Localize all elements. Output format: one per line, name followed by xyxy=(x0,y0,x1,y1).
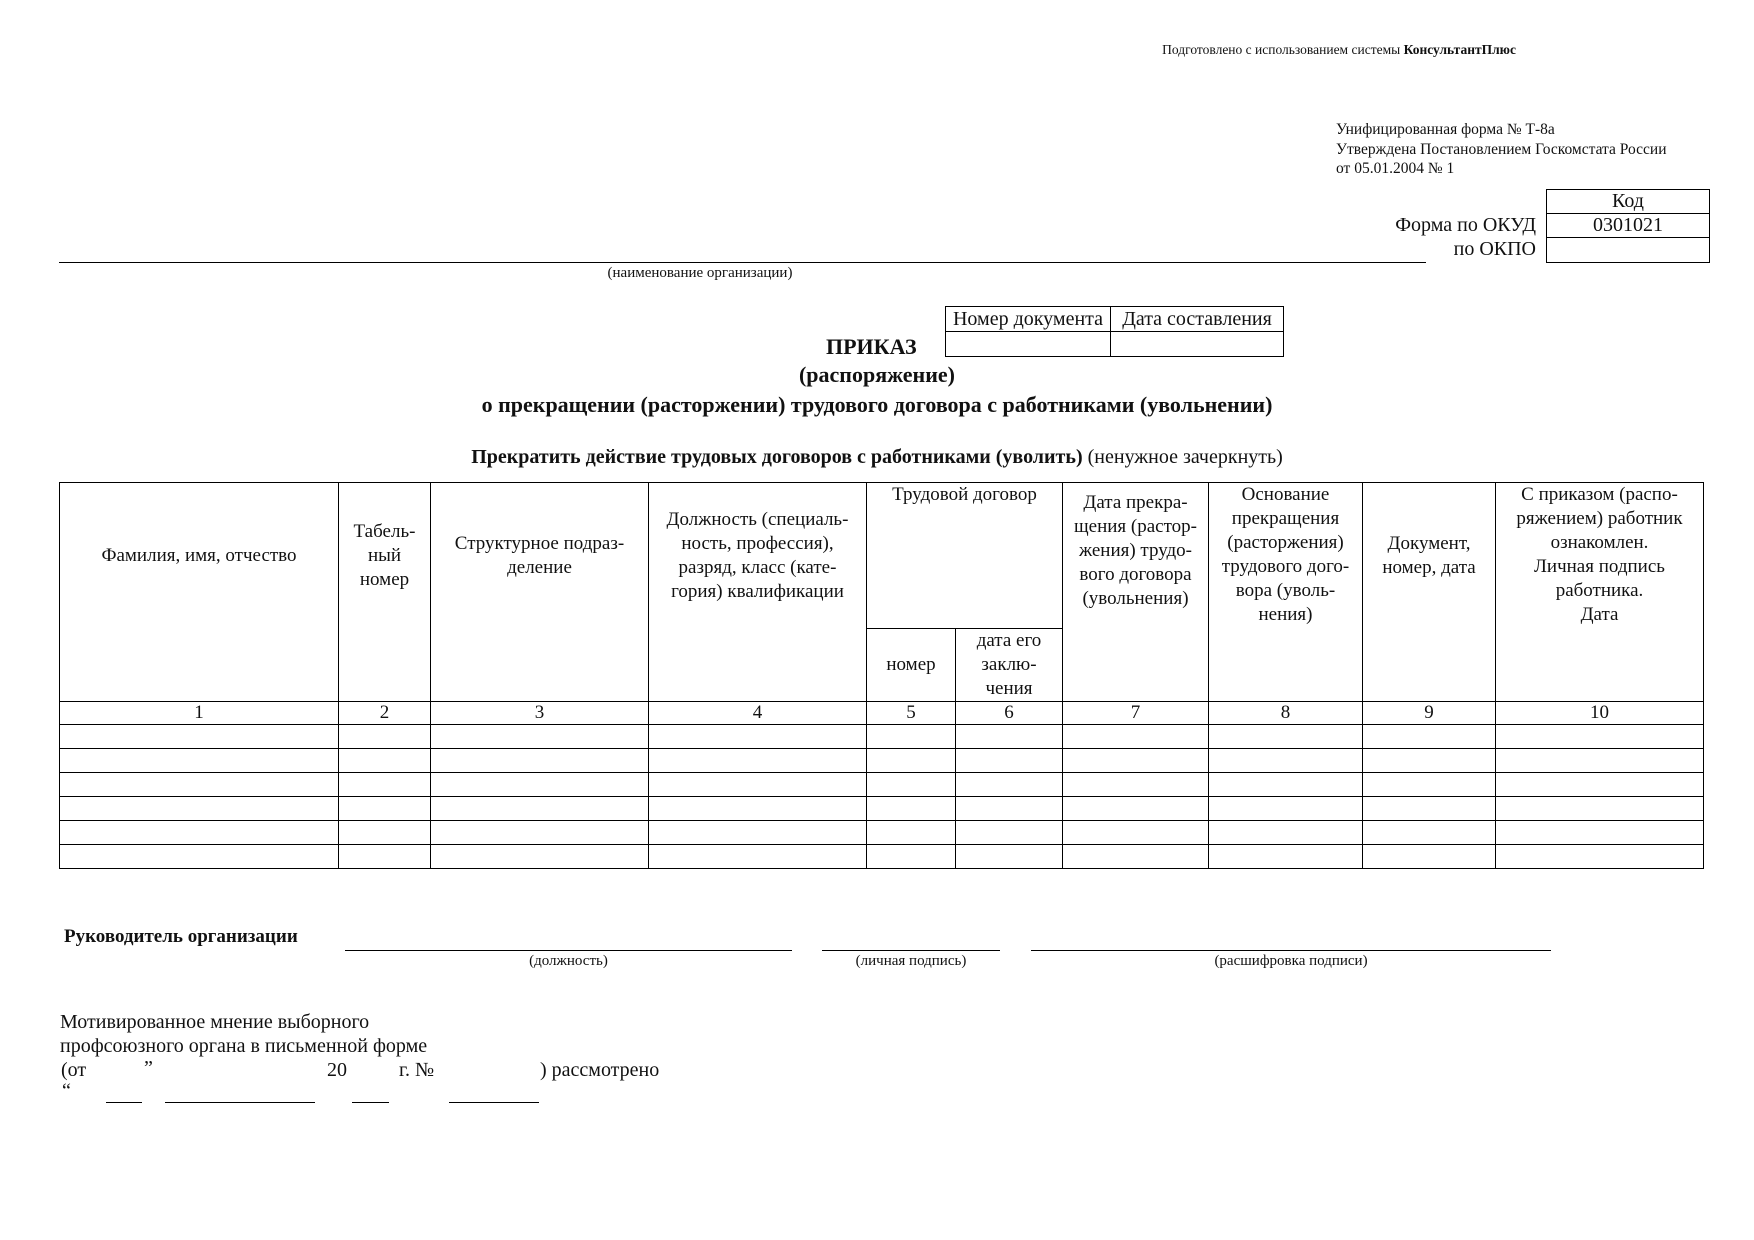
opinion-year-line xyxy=(352,1102,389,1103)
table-cell[interactable] xyxy=(60,773,339,797)
doc-date-value xyxy=(1111,332,1284,357)
form-meta-line3: от 05.01.2004 № 1 xyxy=(1336,160,1455,177)
column-number-5: 5 xyxy=(867,702,956,725)
table-cell[interactable] xyxy=(649,797,867,821)
table-cell[interactable] xyxy=(1363,725,1496,749)
doc-number-table xyxy=(945,306,1284,357)
subtitle-bold: Прекратить действие трудовых договоров с работниками (уволить) xyxy=(471,446,1083,468)
table-cell[interactable] xyxy=(649,725,867,749)
table-row xyxy=(60,845,1704,869)
table-cell[interactable] xyxy=(956,773,1063,797)
table-cell[interactable] xyxy=(1496,725,1704,749)
table-cell[interactable] xyxy=(339,845,431,869)
table-cell[interactable] xyxy=(649,773,867,797)
table-rows xyxy=(60,725,1704,869)
table-cell[interactable] xyxy=(339,821,431,845)
opinion-year: 20 xyxy=(327,1059,347,1081)
table-cell[interactable] xyxy=(956,821,1063,845)
table-cell[interactable] xyxy=(60,725,339,749)
column-number-3: 3 xyxy=(431,702,649,725)
table-cell[interactable] xyxy=(431,845,649,869)
table-cell[interactable] xyxy=(60,845,339,869)
table-cell[interactable] xyxy=(1209,821,1363,845)
table-cell[interactable] xyxy=(60,821,339,845)
table-cell[interactable] xyxy=(1063,725,1209,749)
opinion-day-line xyxy=(106,1102,142,1103)
opinion-g-no: г. № xyxy=(399,1059,435,1081)
table-cell[interactable] xyxy=(867,773,956,797)
table-cell[interactable] xyxy=(956,725,1063,749)
opinion-block xyxy=(60,1010,427,1058)
okud-label: Форма по ОКУД xyxy=(1395,214,1536,236)
table-cell[interactable] xyxy=(956,749,1063,773)
table-cell[interactable] xyxy=(60,749,339,773)
table-row xyxy=(60,749,1704,773)
column-number-7: 7 xyxy=(1063,702,1209,725)
prepared-note xyxy=(1162,42,1516,58)
table-cell[interactable] xyxy=(339,797,431,821)
table-cell[interactable] xyxy=(1209,773,1363,797)
table-row xyxy=(60,725,1704,749)
title-prikaz: ПРИКАЗ xyxy=(826,334,917,359)
table-cell[interactable] xyxy=(1209,749,1363,773)
table-cell[interactable] xyxy=(431,797,649,821)
opinion-considered: ) рассмотрено xyxy=(540,1059,660,1081)
column-number-1: 1 xyxy=(60,702,339,725)
header-tab-number: Табель- ный номер xyxy=(339,483,431,702)
position-caption: (должность) xyxy=(529,953,608,969)
header-acknowledgement: С приказом (распо- ряжением) работник ознакомлен. Личная подпись работника. Дата xyxy=(1496,483,1704,702)
table-cell[interactable] xyxy=(1496,845,1704,869)
table-cell[interactable] xyxy=(956,845,1063,869)
header-structural-unit: Структурное подраз- деление xyxy=(431,483,649,702)
table-cell[interactable] xyxy=(339,749,431,773)
decoding-caption: (расшифровка подписи) xyxy=(1214,953,1368,969)
table-row xyxy=(60,821,1704,845)
org-caption: (наименование организации) xyxy=(607,265,793,281)
table-cell[interactable] xyxy=(1209,845,1363,869)
form-meta-line2: Утверждена Постановлением Госкомстата России xyxy=(1336,140,1667,158)
form-meta xyxy=(1336,120,1667,179)
doc-date-header: Дата составления xyxy=(1111,307,1284,332)
header-position: Должность (специаль- ность, профессия), разряд, класс (кате- гория) квалификации xyxy=(649,483,867,702)
header-fio: Фамилия, имя, отчество xyxy=(60,483,339,702)
table-cell[interactable] xyxy=(867,749,956,773)
header-contract-date: дата его заклю- чения xyxy=(956,629,1063,702)
opinion-number-line xyxy=(449,1102,539,1103)
header-document: Документ, номер, дата xyxy=(1363,483,1496,702)
table-cell[interactable] xyxy=(1063,749,1209,773)
opinion-line2: профсоюзного органа в письменной форме xyxy=(60,1035,428,1057)
header-basis: Основание прекращения (расторжения) трудового дого- вора (уволь- нения) xyxy=(1209,483,1363,702)
prepared-prefix: Подготовлено с использованием системы xyxy=(1162,42,1401,57)
header-contract-number: номер xyxy=(867,629,956,702)
table-cell[interactable] xyxy=(1209,797,1363,821)
table-row xyxy=(60,797,1704,821)
table-cell[interactable] xyxy=(649,749,867,773)
table-cell[interactable] xyxy=(1363,773,1496,797)
table-cell[interactable] xyxy=(1363,821,1496,845)
table-cell[interactable] xyxy=(431,725,649,749)
column-number-8: 8 xyxy=(1209,702,1363,725)
employees-table xyxy=(59,482,1704,869)
column-number-2: 2 xyxy=(339,702,431,725)
title-subject: о прекращении (расторжении) трудового договора с работниками (увольнении) xyxy=(481,392,1273,417)
table-cell[interactable] xyxy=(1496,797,1704,821)
code-header: Код xyxy=(1546,189,1710,214)
column-number-6: 6 xyxy=(956,702,1063,725)
form-meta-line1: Унифицированная форма № Т-8а xyxy=(1336,121,1555,138)
table-cell[interactable] xyxy=(431,749,649,773)
table-cell[interactable] xyxy=(1496,821,1704,845)
subtitle-note: (ненужное зачеркнуть) xyxy=(1087,446,1283,468)
table-row xyxy=(60,773,1704,797)
doc-number-value xyxy=(946,332,1111,357)
table-cell[interactable] xyxy=(649,821,867,845)
table-cell[interactable] xyxy=(1496,773,1704,797)
okpo-label: по ОКПО xyxy=(1453,238,1536,260)
table-cell[interactable] xyxy=(1363,797,1496,821)
doc-number-header: Номер документа xyxy=(946,307,1111,332)
title-rasporyazhenie: (распоряжение) xyxy=(798,362,955,387)
decoding-line xyxy=(1031,950,1551,951)
subtitle xyxy=(0,446,1754,469)
table-cell[interactable] xyxy=(867,797,956,821)
opinion-quote-close: ” xyxy=(144,1057,153,1079)
table-cell[interactable] xyxy=(1063,821,1209,845)
table-cell[interactable] xyxy=(431,821,649,845)
table-cell[interactable] xyxy=(867,725,956,749)
table-cell[interactable] xyxy=(1063,773,1209,797)
table-cell[interactable] xyxy=(1063,845,1209,869)
signature-caption: (личная подпись) xyxy=(855,953,967,969)
opinion-from: (от xyxy=(61,1059,87,1081)
signature-line xyxy=(822,950,1000,951)
table-cell[interactable] xyxy=(1363,845,1496,869)
prepared-brand: КонсультантПлюс xyxy=(1403,42,1516,57)
table-cell[interactable] xyxy=(431,773,649,797)
opinion-quote-open: “ xyxy=(62,1080,71,1102)
table-cell[interactable] xyxy=(1496,749,1704,773)
signature-label: Руководитель организации xyxy=(64,926,298,947)
okud-value: 0301021 xyxy=(1546,213,1710,238)
org-name-line xyxy=(59,262,1426,263)
table-cell[interactable] xyxy=(60,797,339,821)
table-cell[interactable] xyxy=(649,845,867,869)
opinion-month-line xyxy=(165,1102,315,1103)
opinion-line1: Мотивированное мнение выборного xyxy=(60,1011,370,1033)
table-cell[interactable] xyxy=(867,845,956,869)
column-numbers-row xyxy=(60,702,1704,725)
table-cell[interactable] xyxy=(867,821,956,845)
table-cell[interactable] xyxy=(339,725,431,749)
table-cell[interactable] xyxy=(1209,725,1363,749)
column-number-4: 4 xyxy=(649,702,867,725)
header-termination-date: Дата прекра- щения (растор- жения) трудо- вого договора (увольнения) xyxy=(1063,483,1209,702)
column-number-10: 10 xyxy=(1496,702,1704,725)
header-contract: Трудовой договор xyxy=(867,483,1063,629)
table-cell[interactable] xyxy=(956,797,1063,821)
position-line xyxy=(345,950,792,951)
table-cell[interactable] xyxy=(1363,749,1496,773)
column-number-9: 9 xyxy=(1363,702,1496,725)
table-cell[interactable] xyxy=(1063,797,1209,821)
table-cell[interactable] xyxy=(339,773,431,797)
okpo-value xyxy=(1546,237,1710,263)
